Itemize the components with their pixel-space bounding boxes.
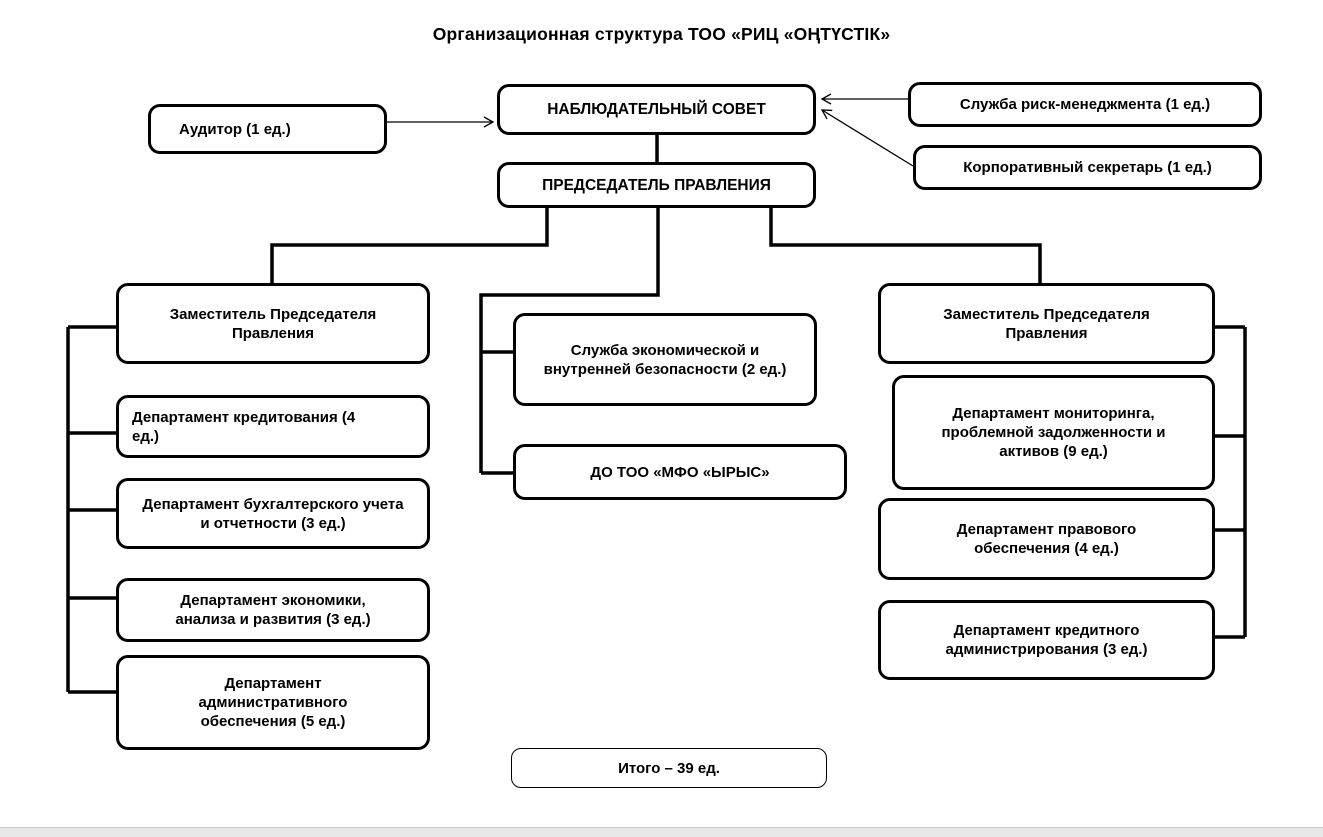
- connector-chairman-to-deputy-right: [771, 208, 1040, 283]
- org-box-label: ДО ТОО «МФО «ЫРЫС»: [590, 463, 770, 481]
- org-box-security-service: [513, 313, 817, 406]
- org-box-deputy-chairman-right: [878, 283, 1215, 364]
- org-box-label: НАБЛЮДАТЕЛЬНЫЙ СОВЕТ: [547, 101, 766, 118]
- org-box-dep-monitoring: [892, 375, 1215, 490]
- org-box-dep-credit: [116, 395, 430, 458]
- org-box-label: Департамент правового обеспечения (4 ед.): [956, 521, 1137, 557]
- org-box-corporate-secretary: [913, 145, 1262, 190]
- org-box-risk-management: [908, 82, 1262, 127]
- org-box-label: Департамент экономики, анализа и развития (3 ед.): [175, 592, 371, 628]
- org-box-dep-economics: [116, 578, 430, 642]
- org-box-label: Департамент бухгалтерского учета и отчетности (3 ед.): [142, 495, 404, 532]
- org-box-subsidiary: [513, 444, 847, 500]
- window-bottom-bar: [0, 827, 1323, 837]
- org-box-label: Служба риск-менеджмента (1 ед.): [959, 96, 1211, 113]
- org-box-deputy-chairman-left: [116, 283, 430, 364]
- org-box-dep-legal: [878, 498, 1215, 580]
- org-box-label: ПРЕДСЕДАТЕЛЬ ПРАВЛЕНИЯ: [542, 176, 771, 194]
- org-box-label: Аудитор (1 ед.): [179, 120, 291, 138]
- org-box-label: Заместитель Председателя Правления: [943, 305, 1150, 342]
- org-box-auditor: [148, 104, 387, 154]
- org-box-dep-accounting: [116, 478, 430, 549]
- org-box-label: Корпоративный секретарь (1 ед.): [963, 159, 1212, 176]
- page-title: Организационная структура ТОО «РИЦ «ОҢТҮСТІК»: [432, 24, 891, 44]
- org-box-dep-credit-admin: [878, 600, 1215, 680]
- org-box-label: Заместитель Председателя Правления: [169, 305, 377, 342]
- org-box-supervisory-board: [497, 84, 816, 135]
- arrow-secretary-to-board: [822, 110, 913, 166]
- connector-chairman-to-deputy-left: [272, 208, 547, 283]
- org-box-label: Служба экономической и внутренней безопасности (2 ед.): [543, 341, 787, 378]
- org-box-label: Департамент административного обеспечения (5 ед.): [198, 675, 348, 730]
- org-box-dep-administrative: [116, 655, 430, 750]
- org-box-label: Департамент кредитного администрирования (3 ед.): [945, 622, 1148, 658]
- total-label: Итого – 39 ед.: [618, 759, 720, 777]
- org-box-label: Департамент мониторинга, проблемной задолженности и активов (9 ед.): [941, 405, 1166, 460]
- org-box-total: [511, 748, 827, 788]
- org-box-chairman: [497, 162, 816, 208]
- org-box-label: Департамент кредитования (4 ед.): [132, 408, 356, 445]
